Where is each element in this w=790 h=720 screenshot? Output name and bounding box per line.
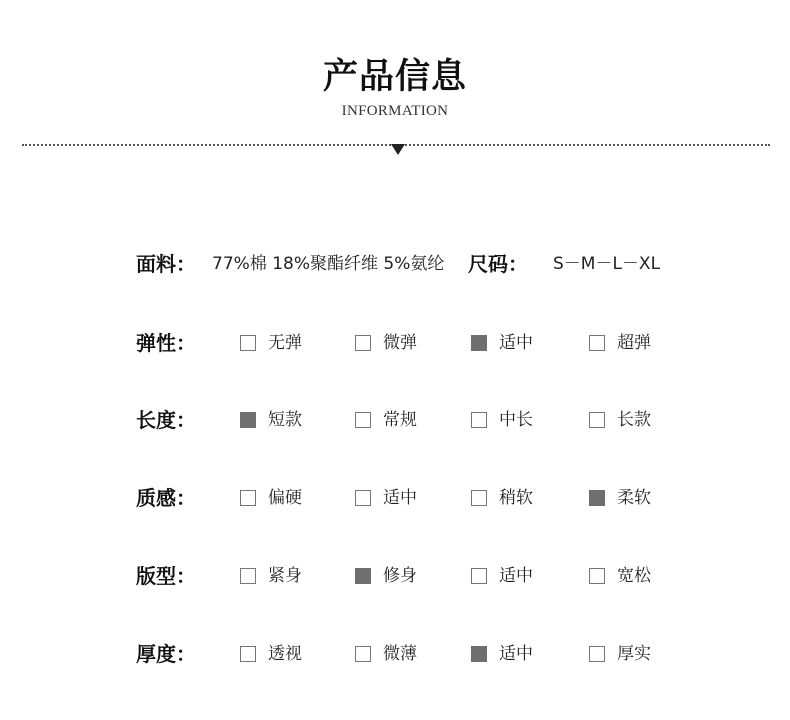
- size-value: S－M－L－XL: [553, 254, 661, 274]
- attribute-row: [0, 562, 790, 592]
- checkbox[interactable]: [471, 568, 487, 584]
- attribute-label: 长度：: [136, 408, 196, 432]
- fabric-value: 77%棉 18%聚酯纤维 5%氨纶: [212, 254, 445, 274]
- checkbox[interactable]: [589, 335, 605, 351]
- checkbox[interactable]: [471, 412, 487, 428]
- triangle-down-icon: [391, 144, 405, 155]
- option-label: 柔软: [617, 488, 651, 508]
- page-title: 产品信息: [322, 57, 467, 97]
- option-label: 常规: [383, 410, 417, 430]
- attribute-label: 质感：: [136, 486, 196, 510]
- option-label: 修身: [383, 566, 417, 586]
- size-label: 尺码：: [468, 252, 528, 276]
- option-label: 适中: [499, 333, 533, 353]
- fabric-label: 面料：: [136, 252, 196, 276]
- checkbox[interactable]: [589, 646, 605, 662]
- option-label: 透视: [268, 644, 302, 664]
- attribute-label: 厚度：: [136, 642, 196, 666]
- option-label: 短款: [268, 410, 302, 430]
- option-label: 中长: [499, 410, 533, 430]
- option-label: 适中: [499, 644, 533, 664]
- option-label: 宽松: [617, 566, 651, 586]
- attribute-row: [0, 329, 790, 359]
- attribute-label: 弹性：: [136, 331, 196, 355]
- checkbox[interactable]: [240, 335, 256, 351]
- fabric-row: [0, 250, 790, 280]
- checked-checkbox[interactable]: [589, 490, 605, 506]
- checked-checkbox[interactable]: [471, 335, 487, 351]
- option-label: 长款: [617, 410, 651, 430]
- option-label: 微弹: [383, 333, 417, 353]
- checkbox[interactable]: [240, 646, 256, 662]
- page-subtitle: INFORMATION: [341, 103, 449, 119]
- attribute-row: [0, 640, 790, 670]
- checkbox[interactable]: [240, 490, 256, 506]
- option-label: 紧身: [268, 566, 302, 586]
- checkbox[interactable]: [355, 646, 371, 662]
- option-label: 适中: [383, 488, 417, 508]
- option-label: 稍软: [499, 488, 533, 508]
- option-label: 适中: [499, 566, 533, 586]
- option-label: 偏硬: [268, 488, 302, 508]
- option-label: 超弹: [617, 333, 651, 353]
- checkbox[interactable]: [240, 568, 256, 584]
- checkbox[interactable]: [355, 412, 371, 428]
- attribute-row: [0, 484, 790, 514]
- checkbox[interactable]: [355, 490, 371, 506]
- checked-checkbox[interactable]: [471, 646, 487, 662]
- attribute-row: [0, 406, 790, 436]
- checkbox[interactable]: [355, 335, 371, 351]
- checkbox[interactable]: [471, 490, 487, 506]
- attribute-label: 版型：: [136, 564, 196, 588]
- option-label: 微薄: [383, 644, 417, 664]
- option-label: 无弹: [268, 333, 302, 353]
- checked-checkbox[interactable]: [355, 568, 371, 584]
- checkbox[interactable]: [589, 568, 605, 584]
- option-label: 厚实: [617, 644, 651, 664]
- checked-checkbox[interactable]: [240, 412, 256, 428]
- checkbox[interactable]: [589, 412, 605, 428]
